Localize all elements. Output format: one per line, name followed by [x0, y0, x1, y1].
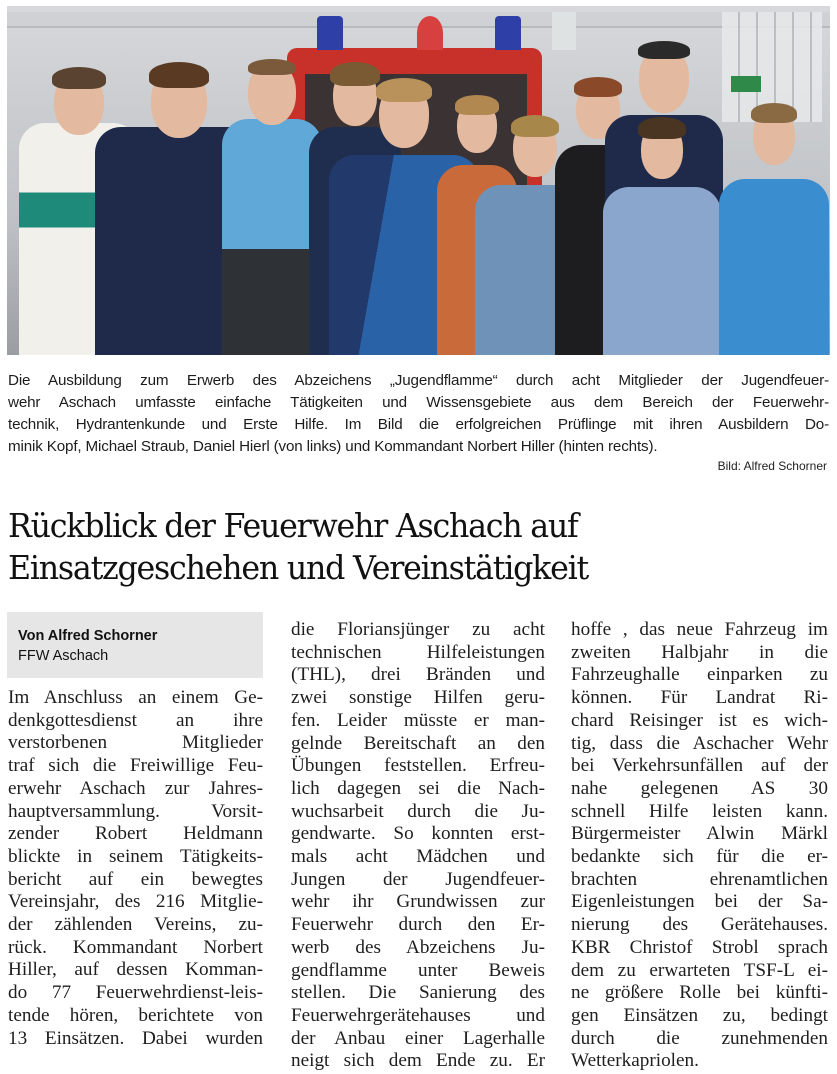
text-line: bericht auf ein bewegtes — [8, 868, 263, 890]
text-line: KBR Christof Strobl sprach — [571, 936, 828, 958]
photo-beacon-blue — [495, 16, 521, 50]
photo-person-hair — [376, 78, 432, 102]
text-line: Im Anschluss an einem Ge- — [8, 687, 263, 708]
text-line: zender Robert Heldmann — [8, 823, 263, 845]
photo-person-hair — [638, 117, 686, 139]
text-line: Vereinsjahr, des 216 Mitglie- — [8, 891, 263, 913]
text-line: schnell Hilfe leisten kann. — [571, 800, 828, 822]
photo-person-hair — [751, 103, 797, 123]
byline-organization: FFW Aschach — [18, 648, 109, 664]
text-line: bei Verkehrsunfällen auf der — [571, 755, 828, 777]
text-line: Bürgermeister Alwin Märkl — [571, 823, 828, 845]
text-line: hauptversammlung. Vorsit- — [8, 800, 263, 822]
photo-person-hair — [511, 115, 559, 137]
text-line: neigt sich dem Ende zu. Er — [291, 1050, 545, 1072]
text-line: tende hören, berichtete von — [8, 1004, 263, 1026]
text-line: 13 Einsätzen. Dabei wurden — [8, 1027, 263, 1049]
byline-author: Von Alfred Schorner — [18, 628, 158, 644]
text-line: gendflamme unter Beweis — [291, 959, 545, 981]
text-line: der Anbau einer Lagerhalle — [291, 1027, 545, 1049]
text-line: Jungen der Jugendfeuer- — [291, 868, 545, 890]
text-line: werb des Abzeichens Ju- — [291, 936, 545, 958]
text-line: bedankte sich für die er- — [571, 846, 828, 868]
text-line: Fahrzeughalle einparken zu — [571, 664, 828, 686]
photo-caption — [8, 370, 829, 458]
photo-person-body — [719, 179, 829, 355]
text-line: do 77 Feuerwehrdienst-leis- — [8, 982, 263, 1004]
text-line: fen. Leider müsste er man- — [291, 709, 545, 731]
text-line: verstorbenen Mitglieder — [8, 732, 263, 754]
photo-credit: Bild: Alfred Schorner — [717, 459, 827, 473]
text-line: Feuerwehr durch den Er- — [291, 914, 545, 936]
text-line: wehr ihr Grundwissen zur — [291, 891, 545, 913]
photo-person-hair — [149, 62, 209, 88]
text-line: gelnde Bereitschaft an den — [291, 732, 545, 754]
text-line: traf sich die Freiwillige Feu- — [8, 755, 263, 777]
text-line: Wetterkapriolen. — [571, 1050, 699, 1072]
text-line: nahe gelegenen AS 30 — [571, 777, 828, 799]
text-line: nierung des Gerätehauses. — [571, 914, 828, 936]
photo-window — [552, 12, 576, 50]
article-photo — [7, 6, 830, 355]
caption-line: minik Kopf, Michael Straub, Daniel Hierl (von links) und Kommandant Norbert Hiller (hinten rechts). — [8, 438, 658, 455]
text-line: chard Reisinger ist es wich- — [571, 709, 828, 731]
text-line: durch die zunehmenden — [571, 1027, 828, 1049]
text-line: können. Für Landrat Ri- — [571, 687, 828, 709]
photo-person-hair — [638, 41, 690, 59]
photo-beacon-blue — [317, 16, 343, 50]
photo-person-body — [222, 119, 322, 355]
caption-line: Die Ausbildung zum Erwerb des Abzeichens „Jugendflamme“ durch acht Mitglieder der Jugendfeuer- — [8, 372, 829, 389]
caption-line: technik, Hydrantenkunde und Erste Hilfe. Im Bild die erfolgreichen Prüflinge mit ihren Ausbildern Do- — [8, 416, 829, 433]
text-line: rück. Kommandant Norbert — [8, 936, 263, 958]
text-line: erwehr Aschach zur Jahres- — [8, 777, 263, 799]
photo-person — [719, 99, 829, 355]
photo-person — [603, 115, 721, 355]
text-line: hoffe , das neue Fahrzeug im — [571, 619, 828, 640]
headline-line-2: Einsatzgeschehen und Vereinstätigkeit — [8, 548, 588, 587]
photo-person-body — [603, 187, 721, 355]
text-line: brachten ehrenamtlichen — [571, 868, 828, 890]
text-line: wuchsarbeit durch die Ju- — [291, 800, 545, 822]
article-column-3 — [571, 619, 828, 1073]
text-line: technischen Hilfeleistungen — [291, 641, 545, 663]
text-line: gen Einsätzen zu, bedingt — [571, 1004, 828, 1026]
photo-person-hair — [455, 95, 499, 115]
article-column-2 — [291, 619, 545, 1073]
text-line: die Floriansjünger zu acht — [291, 619, 545, 640]
article-headline — [8, 505, 796, 589]
photo-exit-sign — [731, 76, 761, 92]
article-column-1 — [8, 687, 263, 1050]
text-line: dem zu erwarteten TSF-L ei- — [571, 959, 828, 981]
text-line: lich dagegen sei die Nach- — [291, 777, 545, 799]
text-line: Übungen feststellen. Erfreu- — [291, 755, 545, 777]
caption-line: wehr Aschach umfasste einfache Tätigkeiten und Wissensgebiete aus dem Bereich der Feuerwehr- — [8, 394, 829, 411]
text-line: (THL), drei Bränden und — [291, 664, 545, 686]
text-line: Hiller, auf dessen Komman- — [8, 959, 263, 981]
text-line: ne größere Rolle bei künfti- — [571, 982, 828, 1004]
photo-person-hair — [248, 59, 296, 75]
text-line: zweiten Halbjahr in die — [571, 641, 828, 663]
text-line: gendwarte. So konnten erst- — [291, 823, 545, 845]
text-line: der zählenden Vereins, zu- — [8, 914, 263, 936]
text-line: denkgottesdienst an ihre — [8, 709, 263, 731]
photo-person — [222, 57, 322, 355]
text-line: zwei sonstige Hilfen geru- — [291, 687, 545, 709]
headline-line-1: Rückblick der Feuerwehr Aschach auf — [8, 506, 578, 545]
byline-box — [7, 612, 263, 678]
text-line: mals acht Mädchen und — [291, 846, 545, 868]
text-line: blickte in seinem Tätigkeits- — [8, 845, 263, 867]
text-line: Feuerwehrgerätehauses und — [291, 1004, 545, 1026]
text-line: tig, dass die Aschacher Wehr — [571, 732, 828, 754]
text-line: stellen. Die Sanierung des — [291, 982, 545, 1004]
text-line: Eigenleistungen bei der Sa- — [571, 891, 828, 913]
photo-beacon-red — [417, 16, 443, 50]
